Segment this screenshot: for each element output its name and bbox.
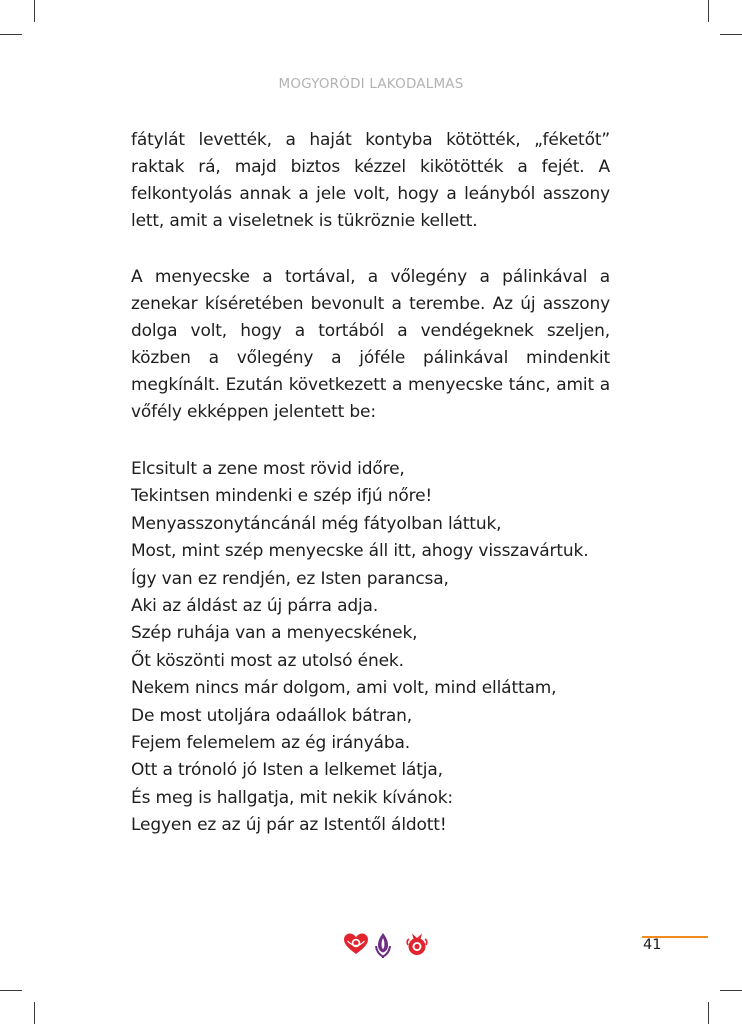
- paragraph-2: A menyecske a tortával, a vőlegény a pálinkával a zenekar kíséretében bevonult a terembe. Az új asszony dolga volt, hogy a tortából a vendégeknek szeljen, közben a vőlegény a jóféle pálinkával mindenkit megkínált. Ezután következett a menyecske tánc, amit a vőfély ekképpen jelentett be:: [131, 267, 610, 422]
- folk-ornaments: [343, 932, 429, 958]
- tulip-ornament-icon: [375, 932, 391, 958]
- crop-mark-top-left-horizontal: [0, 34, 22, 35]
- poem-line: Ott a trónoló jó Isten a lelkemet látja,: [131, 760, 443, 781]
- poem: [131, 456, 631, 839]
- poem-line: Nekem nincs már dolgom, ami volt, mind elláttam,: [131, 678, 557, 699]
- poem-line: De most utoljára odaállok bátran,: [131, 705, 412, 726]
- paragraph-1: fátylát levették, a haját kontyba kötötték, „féketőt” raktak rá, majd biztos kézzel kikötötték a fejét. A felkontyolás annak a jele volt, hogy a leányból asszony lett, amit a viseletnek is tükröznie kellett.: [131, 130, 610, 231]
- poem-line: Szép ruhája van a menyecskének,: [131, 623, 418, 644]
- crop-mark-bottom-left-vertical: [34, 1002, 35, 1024]
- crop-mark-top-right-vertical: [708, 0, 709, 22]
- poem-line: Most, mint szép menyecske áll itt, ahogy visszavártuk.: [131, 541, 589, 562]
- poem-line: Aki az áldást az új párra adja.: [131, 595, 379, 616]
- crop-mark-bottom-right-horizontal: [720, 990, 742, 991]
- poem-line: Menyasszonytáncánál még fátyolban láttuk,: [131, 513, 502, 534]
- crop-mark-bottom-right-vertical: [708, 1002, 709, 1024]
- poem-line: Tekintsen mindenki e szép ifjú nőre!: [131, 486, 433, 507]
- running-header: MOGYORÓDI LAKODALMAS: [278, 76, 464, 92]
- poem-line: Őt köszönti most az utolsó ének.: [131, 650, 404, 671]
- poem-line: És meg is hallgatja, mit nekik kívánok:: [131, 787, 454, 808]
- page-number: 41: [643, 937, 662, 953]
- poem-line: Így van ez rendjén, ez Isten parancsa,: [131, 568, 449, 589]
- crop-mark-bottom-left-horizontal: [0, 990, 22, 991]
- poem-line: Legyen ez az új pár az Istentől áldott!: [131, 815, 447, 836]
- poem-line: Fejem felemelem az ég irányába.: [131, 732, 410, 753]
- pomegranate-ornament-icon: [405, 932, 429, 956]
- poem-line: Elcsitult a zene most rövid időre,: [131, 459, 405, 479]
- crop-mark-top-left-vertical: [34, 0, 35, 22]
- heart-ornament-icon: [343, 932, 369, 956]
- crop-mark-top-right-horizontal: [720, 34, 742, 35]
